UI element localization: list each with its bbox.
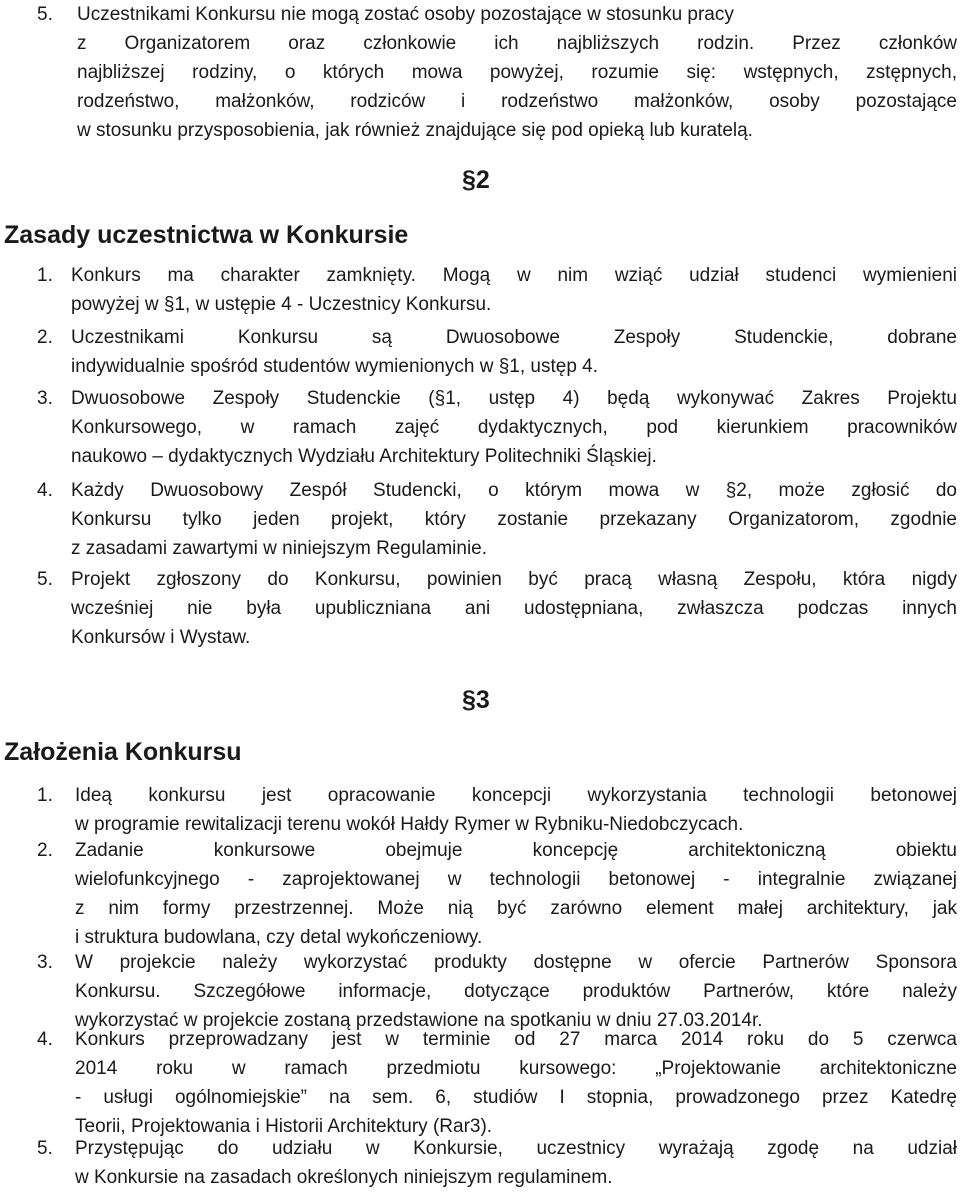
item-line: Konkursów i Wystaw. [71,627,251,648]
list-item [37,1134,957,1192]
item-line: Konkurs ma charakter zamknięty. Mogą w nim wziąć udział studenci wymienieni [71,265,957,286]
item-line: Przystępując do udziału w Konkursie, uczestnicy wyrażają zgodę na udział [75,1138,957,1159]
item-line: naukowo – dydaktycznych Wydziału Architektury Politechniki Śląskiej. [71,446,657,467]
item-line: - usługi ogólnomiejskie” na sem. 6, studiów I stopnia, prowadzonego przez Katedrę [75,1087,957,1108]
section-heading: Zasady uczestnictwa w Konkursie [4,221,409,249]
list-item [37,0,957,145]
item-line: w Konkursie na zasadach określonych niniejszym regulaminem. [75,1167,613,1188]
item-line: najbliższej rodziny, o których mowa powyżej, rozumie się: wstępnych, zstępnych, [77,62,957,83]
item-line: i struktura budowlana, czy detal wykończeniowy. [75,927,483,948]
item-number: 5. [37,569,53,590]
section-mark: §2 [462,166,490,194]
item-line: Uczestnikami Konkursu nie mogą zostać osoby pozostające w stosunku pracy [77,4,734,25]
item-line: Konkursu. Szczegółowe informacje, dotyczące produktów Partnerów, które należy [75,981,957,1002]
item-number: 1. [37,265,53,286]
item-number: 4. [37,480,53,501]
item-number: 5. [37,1138,53,1159]
list-item [37,781,957,839]
item-number: 3. [37,388,53,409]
item-number: 5. [37,4,53,25]
list-item [37,323,957,381]
item-line: rodzeństwo, małżonków, rodziców i rodzeństwo małżonków, osoby pozostające [77,91,957,112]
section-mark: §3 [462,686,490,714]
item-line: w stosunku przysposobienia, jak również znajdujące się pod opieką lub kuratelą. [77,120,753,141]
item-line: Konkursowego, w ramach zajęć dydaktycznych, pod kierunkiem pracowników [71,417,957,438]
item-line: Teorii, Projektowania i Historii Architektury (Rar3). [75,1116,493,1137]
item-number: 4. [37,1029,53,1050]
item-line: Konkurs przeprowadzany jest w terminie od 27 marca 2014 roku do 5 czerwca [75,1029,957,1050]
list-item [37,565,957,652]
list-item [37,836,957,952]
item-line: w programie rewitalizacji terenu wokół Hałdy Rymer w Rybniku-Niedobczycach. [75,814,744,835]
item-line: wcześniej nie była upubliczniana ani udostępniana, zwłaszcza podczas innych [71,598,957,619]
item-number: 2. [37,327,53,348]
item-line: Projekt zgłoszony do Konkursu, powinien być pracą własną Zespołu, która nigdy [71,569,957,590]
list-item [37,1025,957,1141]
list-item [37,476,957,563]
item-number: 1. [37,785,53,806]
item-line: W projekcie należy wykorzystać produkty dostępne w ofercie Partnerów Sponsora [75,952,957,973]
item-line: Zadanie konkursowe obejmuje koncepcję architektoniczną obiektu [75,840,957,861]
item-line: wielofunkcyjnego - zaprojektowanej w technologii betonowej - integralnie związanej [75,869,957,890]
section-heading: Założenia Konkursu [4,738,242,766]
item-line: Konkursu tylko jeden projekt, który zostanie przekazany Organizatorom, zgodnie [71,509,957,530]
list-item [37,384,957,471]
item-line: Dwuosobowe Zespoły Studenckie (§1, ustęp 4) będą wykonywać Zakres Projektu [71,388,957,409]
item-line: z zasadami zawartymi w niniejszym Regulaminie. [71,538,488,559]
item-line: wykorzystać w projekcie zostaną przedstawione na spotkaniu w dniu 27.03.2014r. [75,1010,763,1031]
item-line: Ideą konkursu jest opracowanie koncepcji wykorzystania technologii betonowej [75,785,957,806]
item-line: powyżej w §1, w ustępie 4 - Uczestnicy Konkursu. [71,294,492,315]
item-line: Uczestnikami Konkursu są Dwuosobowe Zespoły Studenckie, dobrane [71,327,957,348]
item-number: 2. [37,840,53,861]
list-item [37,261,957,319]
item-number: 3. [37,952,53,973]
list-item [37,948,957,1035]
item-line: Każdy Dwuosobowy Zespół Studencki, o którym mowa w §2, może zgłosić do [71,480,957,501]
item-line: z nim formy przestrzennej. Może nią być zarówno element małej architektury, jak [75,898,957,919]
item-line: 2014 roku w ramach przedmiotu kursowego: „Projektowanie architektoniczne [75,1058,957,1079]
item-line: indywidualnie spośród studentów wymienionych w §1, ustęp 4. [71,356,599,377]
item-line: z Organizatorem oraz członkowie ich najbliższych rodzin. Przez członków [77,33,957,54]
